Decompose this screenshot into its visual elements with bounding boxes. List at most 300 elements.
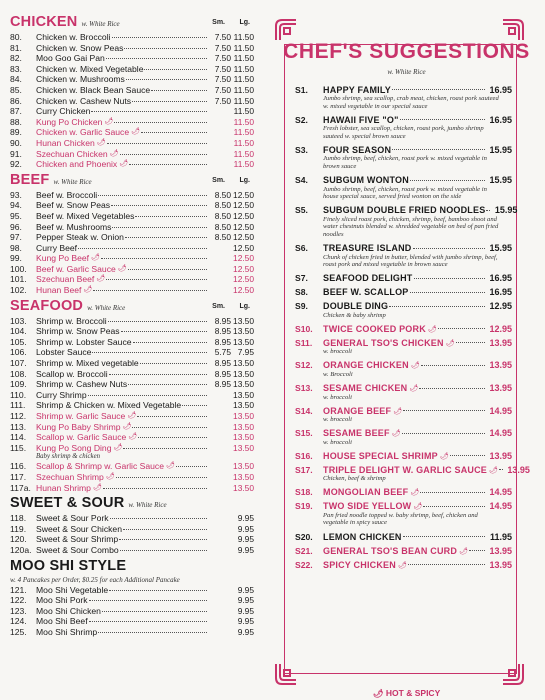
leader-dots: [126, 74, 207, 80]
item-name: Chicken and Phoenix: [36, 159, 118, 170]
large-price: 13.50: [233, 421, 254, 432]
leader-dots: [486, 205, 490, 211]
leader-dots: [119, 534, 207, 540]
leader-dots: [108, 316, 207, 322]
item-number: 86.: [10, 95, 22, 106]
large-price: 11.50: [233, 116, 254, 127]
chili-pepper-icon: 🌶︎: [445, 339, 455, 347]
small-price: 8.95: [214, 358, 231, 369]
item-number: 119.: [10, 523, 27, 534]
item-number: 84.: [10, 74, 22, 85]
leader-dots: [89, 616, 207, 622]
large-price: 13.50: [233, 358, 254, 369]
menu-item[interactable]: [10, 53, 262, 64]
leader-dots: [138, 432, 207, 438]
section-note: w. White Rice: [87, 303, 126, 312]
leader-dots: [402, 428, 485, 434]
chef-item[interactable]: [295, 501, 517, 527]
item-name: Shrimp & Chicken w. Mixed Vegetable: [36, 400, 182, 411]
large-price: 11.50: [233, 74, 254, 85]
menu-item[interactable]: [10, 32, 262, 43]
menu-item[interactable]: [10, 106, 262, 117]
leader-dots: [141, 127, 207, 133]
chef-item-name: HAWAII FIVE "O": [323, 114, 399, 125]
large-price: 13.50: [233, 471, 254, 482]
menu-section: [10, 558, 262, 638]
leader-dots: [421, 360, 485, 366]
chili-pepper-icon: 🌶︎: [122, 422, 132, 430]
ornament-corner-icon: [501, 18, 525, 42]
large-price: 11.50: [233, 106, 254, 117]
leader-dots: [135, 211, 207, 217]
chef-item-number: S7.: [295, 273, 308, 284]
small-price: 8.95: [214, 336, 231, 347]
item-number: 118.: [10, 513, 27, 524]
section-title: SEAFOOD: [10, 297, 84, 314]
ornament-corner-icon: [501, 662, 525, 686]
chef-item[interactable]: [295, 175, 517, 201]
item-number: 107.: [10, 358, 27, 369]
menu-item[interactable]: [10, 316, 262, 327]
large-price: 12.50: [233, 200, 254, 211]
chef-item[interactable]: [295, 273, 517, 284]
chef-item-price: 13.95: [489, 383, 512, 393]
chef-item-name: HAPPY FAMILY: [323, 84, 391, 95]
menu-section: [10, 298, 262, 494]
small-price: 8.50: [214, 221, 231, 232]
large-price: 11.50: [233, 84, 254, 95]
menu-item[interactable]: [10, 85, 262, 96]
menu-item[interactable]: [10, 274, 262, 285]
large-price: 13.50: [233, 442, 254, 453]
item-name: Beef w. Garlic Sauce: [36, 263, 116, 274]
large-price: 13.50: [233, 400, 254, 411]
item-number: 89.: [10, 127, 22, 138]
item-name: Beef w. Mushrooms: [36, 221, 112, 232]
large-price: 9.95: [237, 513, 254, 524]
chef-item-name: DOUBLE DING: [323, 301, 389, 312]
chef-item[interactable]: [295, 114, 517, 140]
large-price: 9.95: [237, 584, 254, 595]
menu-item[interactable]: [10, 472, 262, 483]
menu-item[interactable]: [10, 264, 262, 275]
chef-item-description: Jumbo shrimp, beef, chicken, roast pork w. mixed vegetable in brown sauce: [323, 155, 487, 170]
leader-dots: [403, 531, 485, 537]
menu-item[interactable]: [10, 159, 262, 170]
item-number: 101.: [10, 274, 27, 285]
chef-item-number: S17.: [295, 464, 313, 475]
chef-item-name: SESAME CHICKEN: [323, 383, 408, 393]
small-column-label: Sm.: [212, 302, 225, 310]
chili-pepper-icon: 🌶︎: [128, 433, 138, 441]
chef-item-name: FOUR SEASON: [323, 144, 392, 155]
chef-item[interactable]: [295, 405, 517, 424]
item-name: Chicken w. Snow Peas: [36, 42, 124, 53]
chef-suggestions-list: [295, 84, 530, 573]
section-header: [10, 495, 262, 513]
small-price: 7.50: [214, 63, 231, 74]
large-price: 13.50: [233, 326, 254, 337]
item-name: Beef w. Mixed Vegetables: [36, 210, 135, 221]
chef-item-row: [295, 114, 517, 125]
item-number: 111.: [10, 400, 26, 411]
leader-dots: [392, 84, 485, 90]
leader-dots: [109, 585, 207, 591]
item-number: 83.: [10, 63, 22, 74]
chef-item-price: 16.95: [489, 114, 512, 125]
menu-item[interactable]: [10, 64, 262, 75]
section-note: w. White Rice: [128, 501, 167, 510]
chef-item[interactable]: [295, 301, 517, 320]
chili-pepper-icon: 🌶︎: [105, 472, 115, 480]
item-number: 120.: [10, 534, 27, 545]
menu-item[interactable]: [10, 606, 262, 617]
leader-dots: [132, 422, 207, 428]
item-name: Szechuan Chicken: [36, 148, 108, 159]
leader-dots: [91, 106, 207, 112]
leader-dots: [111, 200, 207, 206]
chef-item-name: ORANGE CHICKEN: [323, 360, 409, 371]
leader-dots: [102, 606, 207, 612]
chef-item-description: Fresh lobster, sea scallop, chicken, roast pork, jumbo shrimp sauteed w. special brown sauce: [323, 125, 484, 140]
small-price: 8.50: [214, 210, 231, 221]
leader-dots: [450, 450, 485, 456]
chef-item-row: [295, 487, 517, 498]
chef-item[interactable]: [295, 545, 517, 556]
large-price: 13.50: [233, 368, 254, 379]
large-price: 11.50: [233, 127, 254, 138]
menu-item[interactable]: [10, 326, 262, 337]
large-column-label: Lg.: [239, 302, 250, 310]
ornament-corner-icon: [274, 662, 298, 686]
menu-item[interactable]: [10, 513, 262, 524]
item-number: 87.: [10, 106, 22, 117]
chili-pepper-icon: 🌶︎: [104, 117, 114, 125]
small-price: 7.50: [214, 84, 231, 95]
left-menu-column: [0, 0, 262, 700]
item-name: Shrimp w. Garlic Sauce: [36, 411, 126, 421]
chef-item-row: [295, 337, 517, 348]
leader-dots: [120, 545, 207, 551]
menu-item[interactable]: [10, 483, 262, 494]
menu-item[interactable]: [10, 43, 262, 54]
chef-item-row: [295, 464, 530, 475]
chef-suggestions-subtitle: w. White Rice: [387, 68, 426, 76]
leader-dots: [121, 326, 207, 332]
item-number: 106.: [10, 347, 27, 358]
large-price: 13.50: [233, 336, 254, 347]
item-name: Szechuan Beef: [36, 274, 95, 285]
large-price: 9.95: [237, 523, 254, 534]
menu-item[interactable]: [10, 534, 262, 545]
chef-item-price: 11.95: [489, 531, 512, 542]
chef-item[interactable]: [295, 559, 517, 570]
item-number: 97.: [10, 232, 22, 243]
item-number: 104.: [10, 326, 27, 337]
menu-item[interactable]: [10, 545, 262, 556]
item-name: Curry Shrimp: [36, 389, 87, 400]
chef-item-price: 16.95: [489, 287, 512, 298]
item-name: Kung Po Song Ding: [36, 442, 112, 453]
item-name: Moo Shi Chicken: [36, 605, 101, 616]
leader-dots: [116, 472, 207, 478]
chef-item-row: [295, 301, 517, 312]
small-price: 8.95: [214, 315, 231, 326]
chef-item-price: 12.95: [489, 301, 512, 312]
chef-item[interactable]: [295, 487, 517, 498]
leader-dots: [423, 501, 485, 507]
chef-item-description: Pan fried noodle topped w. baby shrimp, beef, chicken and vegetable in spicy sauce: [323, 511, 478, 527]
menu-item[interactable]: [10, 211, 262, 222]
menu-item[interactable]: [10, 616, 262, 627]
item-name: Hunan Chicken: [36, 137, 95, 148]
chili-pepper-icon: 🌶︎: [91, 254, 100, 262]
menu-item[interactable]: [10, 74, 262, 85]
chef-item-description: w. broccoli: [323, 393, 352, 401]
chef-item-price: 15.95: [494, 205, 518, 216]
item-number: 81.: [10, 42, 22, 53]
chef-item-row: [295, 405, 517, 416]
item-number: 92.: [10, 159, 22, 170]
menu-item[interactable]: [10, 285, 262, 296]
menu-item[interactable]: [10, 400, 262, 411]
chef-item-price: 13.95: [489, 545, 512, 556]
chef-item[interactable]: [295, 450, 517, 461]
chef-item-row: [295, 428, 517, 439]
chili-pepper-icon: 🌶︎: [131, 128, 141, 136]
chef-item[interactable]: [295, 337, 517, 356]
leader-dots: [389, 301, 485, 307]
item-number: 120a.: [10, 544, 32, 555]
menu-item[interactable]: [10, 585, 262, 596]
chef-item-number: S13.: [295, 383, 313, 393]
menu-item[interactable]: [10, 422, 262, 433]
chef-item[interactable]: [295, 531, 517, 542]
item-name: Chicken w. Black Bean Sauce: [36, 84, 151, 95]
menu-item[interactable]: [10, 253, 262, 264]
leader-dots: [125, 232, 207, 238]
chef-item-name: TWICE COOKED PORK: [323, 323, 426, 334]
menu-item[interactable]: [10, 222, 262, 233]
small-price: 8.95: [214, 368, 231, 379]
menu-item[interactable]: [10, 411, 262, 422]
chef-item[interactable]: [295, 323, 517, 334]
item-number: 113.: [10, 421, 27, 432]
menu-item[interactable]: [10, 138, 262, 149]
chef-item[interactable]: [295, 84, 517, 110]
chef-item[interactable]: [295, 287, 517, 298]
leader-dots: [420, 487, 485, 493]
menu-item[interactable]: [10, 379, 262, 390]
item-name: Shrimp w. Lobster Sauce: [36, 336, 132, 347]
item-name: Moo Shi Vegetable: [36, 584, 109, 595]
chef-item-name: SESAME BEEF: [323, 428, 390, 439]
chef-item-name: TRIPLE DELIGHT W. GARLIC SAUCE: [323, 464, 488, 475]
chili-pepper-icon: 🌶︎: [127, 412, 137, 419]
chili-pepper-icon: 🌶︎: [119, 160, 129, 168]
chef-item-name: SUBGUM DOUBLE FRIED NOODLES: [323, 205, 486, 216]
item-name: Kung Po Beef: [36, 253, 90, 264]
leader-dots: [106, 53, 207, 59]
ornament-corner-icon: [274, 18, 298, 42]
chili-pepper-icon: 🌶︎: [410, 362, 420, 370]
chef-item-price: 13.95: [489, 450, 512, 461]
menu-item[interactable]: [10, 337, 262, 348]
chef-item-price: 13.95: [489, 559, 512, 570]
large-price: 12.50: [233, 210, 254, 221]
chef-item[interactable]: [295, 360, 517, 379]
item-name: Chicken w. Garlic Sauce: [36, 127, 130, 138]
large-price: 11.50: [233, 159, 254, 170]
item-number: 123.: [10, 605, 27, 616]
chef-item-description: Finely sliced roast pork, chicken, shrimp, beef, bamboo shoot and water chestnuts blended w. shredded vegetable on bed of pan fried noodles: [323, 215, 499, 238]
item-name: Chicken w. Mushrooms: [36, 74, 125, 85]
chef-item-description: Jumbo shrimp, beef, chicken, roast pork w. mixed vegetable in house special sauce, served fried wonton on the side: [323, 185, 487, 201]
small-price: 7.50: [214, 95, 231, 106]
large-price: 12.50: [233, 189, 254, 200]
menu-item[interactable]: [10, 232, 262, 243]
menu-section: [10, 14, 262, 170]
leader-dots: [89, 595, 207, 601]
chef-item-number: S15.: [295, 428, 313, 439]
large-price: 9.95: [237, 626, 254, 637]
item-name: Pepper Steak w. Onion: [36, 232, 124, 243]
leader-dots: [410, 175, 485, 181]
chili-pepper-icon: 🌶︎: [427, 325, 437, 333]
menu-item[interactable]: [10, 117, 262, 128]
chili-pepper-icon: 🌶︎: [96, 138, 106, 146]
menu-item[interactable]: [10, 524, 262, 535]
chef-item-row: [295, 360, 517, 371]
large-price: 12.50: [233, 221, 254, 232]
chef-item-price: 13.95: [489, 337, 512, 348]
chef-item-number: S11.: [295, 337, 313, 348]
item-name: Beef w. Broccoli: [36, 189, 98, 200]
leader-dots: [78, 243, 207, 249]
chili-pepper-icon: 🌶︎: [391, 430, 401, 438]
menu-item[interactable]: [10, 347, 262, 358]
chef-item[interactable]: [295, 205, 517, 239]
chef-item-name: MONGOLIAN BEEF: [323, 487, 409, 498]
chili-pepper-icon: 🌶︎: [109, 149, 119, 157]
chef-item[interactable]: [295, 243, 517, 269]
leader-dots: [410, 287, 485, 293]
leader-dots: [151, 85, 207, 91]
item-number: 122.: [10, 595, 27, 606]
chef-item-row: [295, 559, 517, 570]
chef-item-name: GENERAL TSO'S BEAN CURD: [323, 545, 458, 556]
large-price: 13.50: [233, 461, 254, 472]
leader-dots: [103, 483, 207, 489]
large-price: 11.50: [233, 137, 254, 148]
item-number: 108.: [10, 368, 27, 379]
large-price: 12.50: [233, 274, 254, 285]
menu-item[interactable]: [10, 627, 262, 638]
chef-item-row: [295, 273, 517, 284]
small-price: 8.50: [214, 189, 231, 200]
menu-item[interactable]: [10, 390, 262, 401]
leader-dots: [140, 358, 207, 364]
size-column-headers: [200, 177, 250, 184]
item-name: Kung Po Chicken: [36, 116, 103, 127]
menu-item[interactable]: [10, 243, 262, 254]
menu-item[interactable]: [10, 190, 262, 201]
item-number: 99.: [10, 253, 22, 264]
chili-pepper-icon: 🌶︎: [117, 264, 127, 272]
item-number: 117.: [10, 471, 27, 482]
item-number: 100.: [10, 263, 27, 274]
chef-item-row: [295, 144, 517, 155]
leader-dots: [408, 559, 485, 565]
item-number: 93.: [10, 189, 22, 200]
section-subnote: w. 4 Pancakes per Order, $0.25 for each Additional Pancake: [10, 575, 180, 584]
menu-item[interactable]: [10, 149, 262, 160]
leader-dots: [101, 253, 207, 259]
menu-item[interactable]: [10, 369, 262, 380]
large-price: 12.50: [233, 253, 254, 264]
item-number: 124.: [10, 616, 27, 627]
chef-item[interactable]: [295, 383, 517, 402]
large-price: 9.95: [237, 595, 254, 606]
chef-item-row: [295, 383, 517, 394]
chef-item-number: S14.: [295, 405, 313, 416]
item-number: 80.: [10, 32, 22, 42]
hot-spicy-legend: [268, 688, 545, 699]
menu-item[interactable]: [10, 595, 262, 606]
item-number: 110.: [10, 389, 27, 400]
large-price: 11.50: [233, 148, 254, 159]
chefs-suggestions-panel: [268, 0, 545, 700]
item-number: 116.: [10, 461, 27, 472]
large-column-label: Lg.: [239, 176, 250, 184]
chef-item[interactable]: [295, 428, 517, 447]
leader-dots: [123, 524, 207, 530]
menu-item[interactable]: [10, 443, 262, 454]
menu-item[interactable]: [10, 127, 262, 138]
item-name: Shrimp w. Cashew Nuts: [36, 379, 128, 390]
chef-item-price: 15.95: [489, 144, 512, 155]
legend-label: HOT & SPICY: [385, 688, 441, 698]
large-price: 9.95: [237, 534, 254, 545]
chef-item-number: S22.: [295, 559, 313, 570]
chef-item-number: S6.: [295, 243, 308, 254]
chef-item-name: GENERAL TSO'S CHICKEN: [323, 337, 444, 348]
section-title: BEEF: [10, 171, 50, 188]
chef-item-price: 14.95: [489, 487, 512, 498]
menu-item[interactable]: [10, 358, 262, 369]
chef-item-description: w. Broccoli: [323, 370, 353, 378]
small-price: 7.50: [214, 42, 231, 53]
leader-dots: [414, 273, 485, 279]
item-name: Moo Shi Beef: [36, 616, 88, 627]
chili-pepper-icon: 🌶︎: [83, 286, 93, 294]
menu-item[interactable]: [10, 461, 262, 472]
section-title: CHICKEN: [10, 14, 78, 30]
leader-dots: [132, 96, 207, 102]
chili-pepper-icon: 🌶︎: [96, 275, 106, 283]
section-header: [10, 558, 262, 576]
menu-item[interactable]: [10, 96, 262, 107]
chili-pepper-icon: 🌶︎: [409, 385, 419, 392]
chef-item-description: Chicken, beef & shrimp: [323, 475, 386, 483]
chef-item[interactable]: [295, 144, 517, 170]
item-name: Beef w. Snow Peas: [36, 200, 111, 211]
large-price: 13.50: [233, 389, 254, 400]
menu-item[interactable]: [10, 432, 262, 443]
menu-item[interactable]: [10, 200, 262, 211]
chef-item[interactable]: [295, 464, 530, 483]
item-name: Moo Goo Gai Pan: [36, 53, 105, 64]
